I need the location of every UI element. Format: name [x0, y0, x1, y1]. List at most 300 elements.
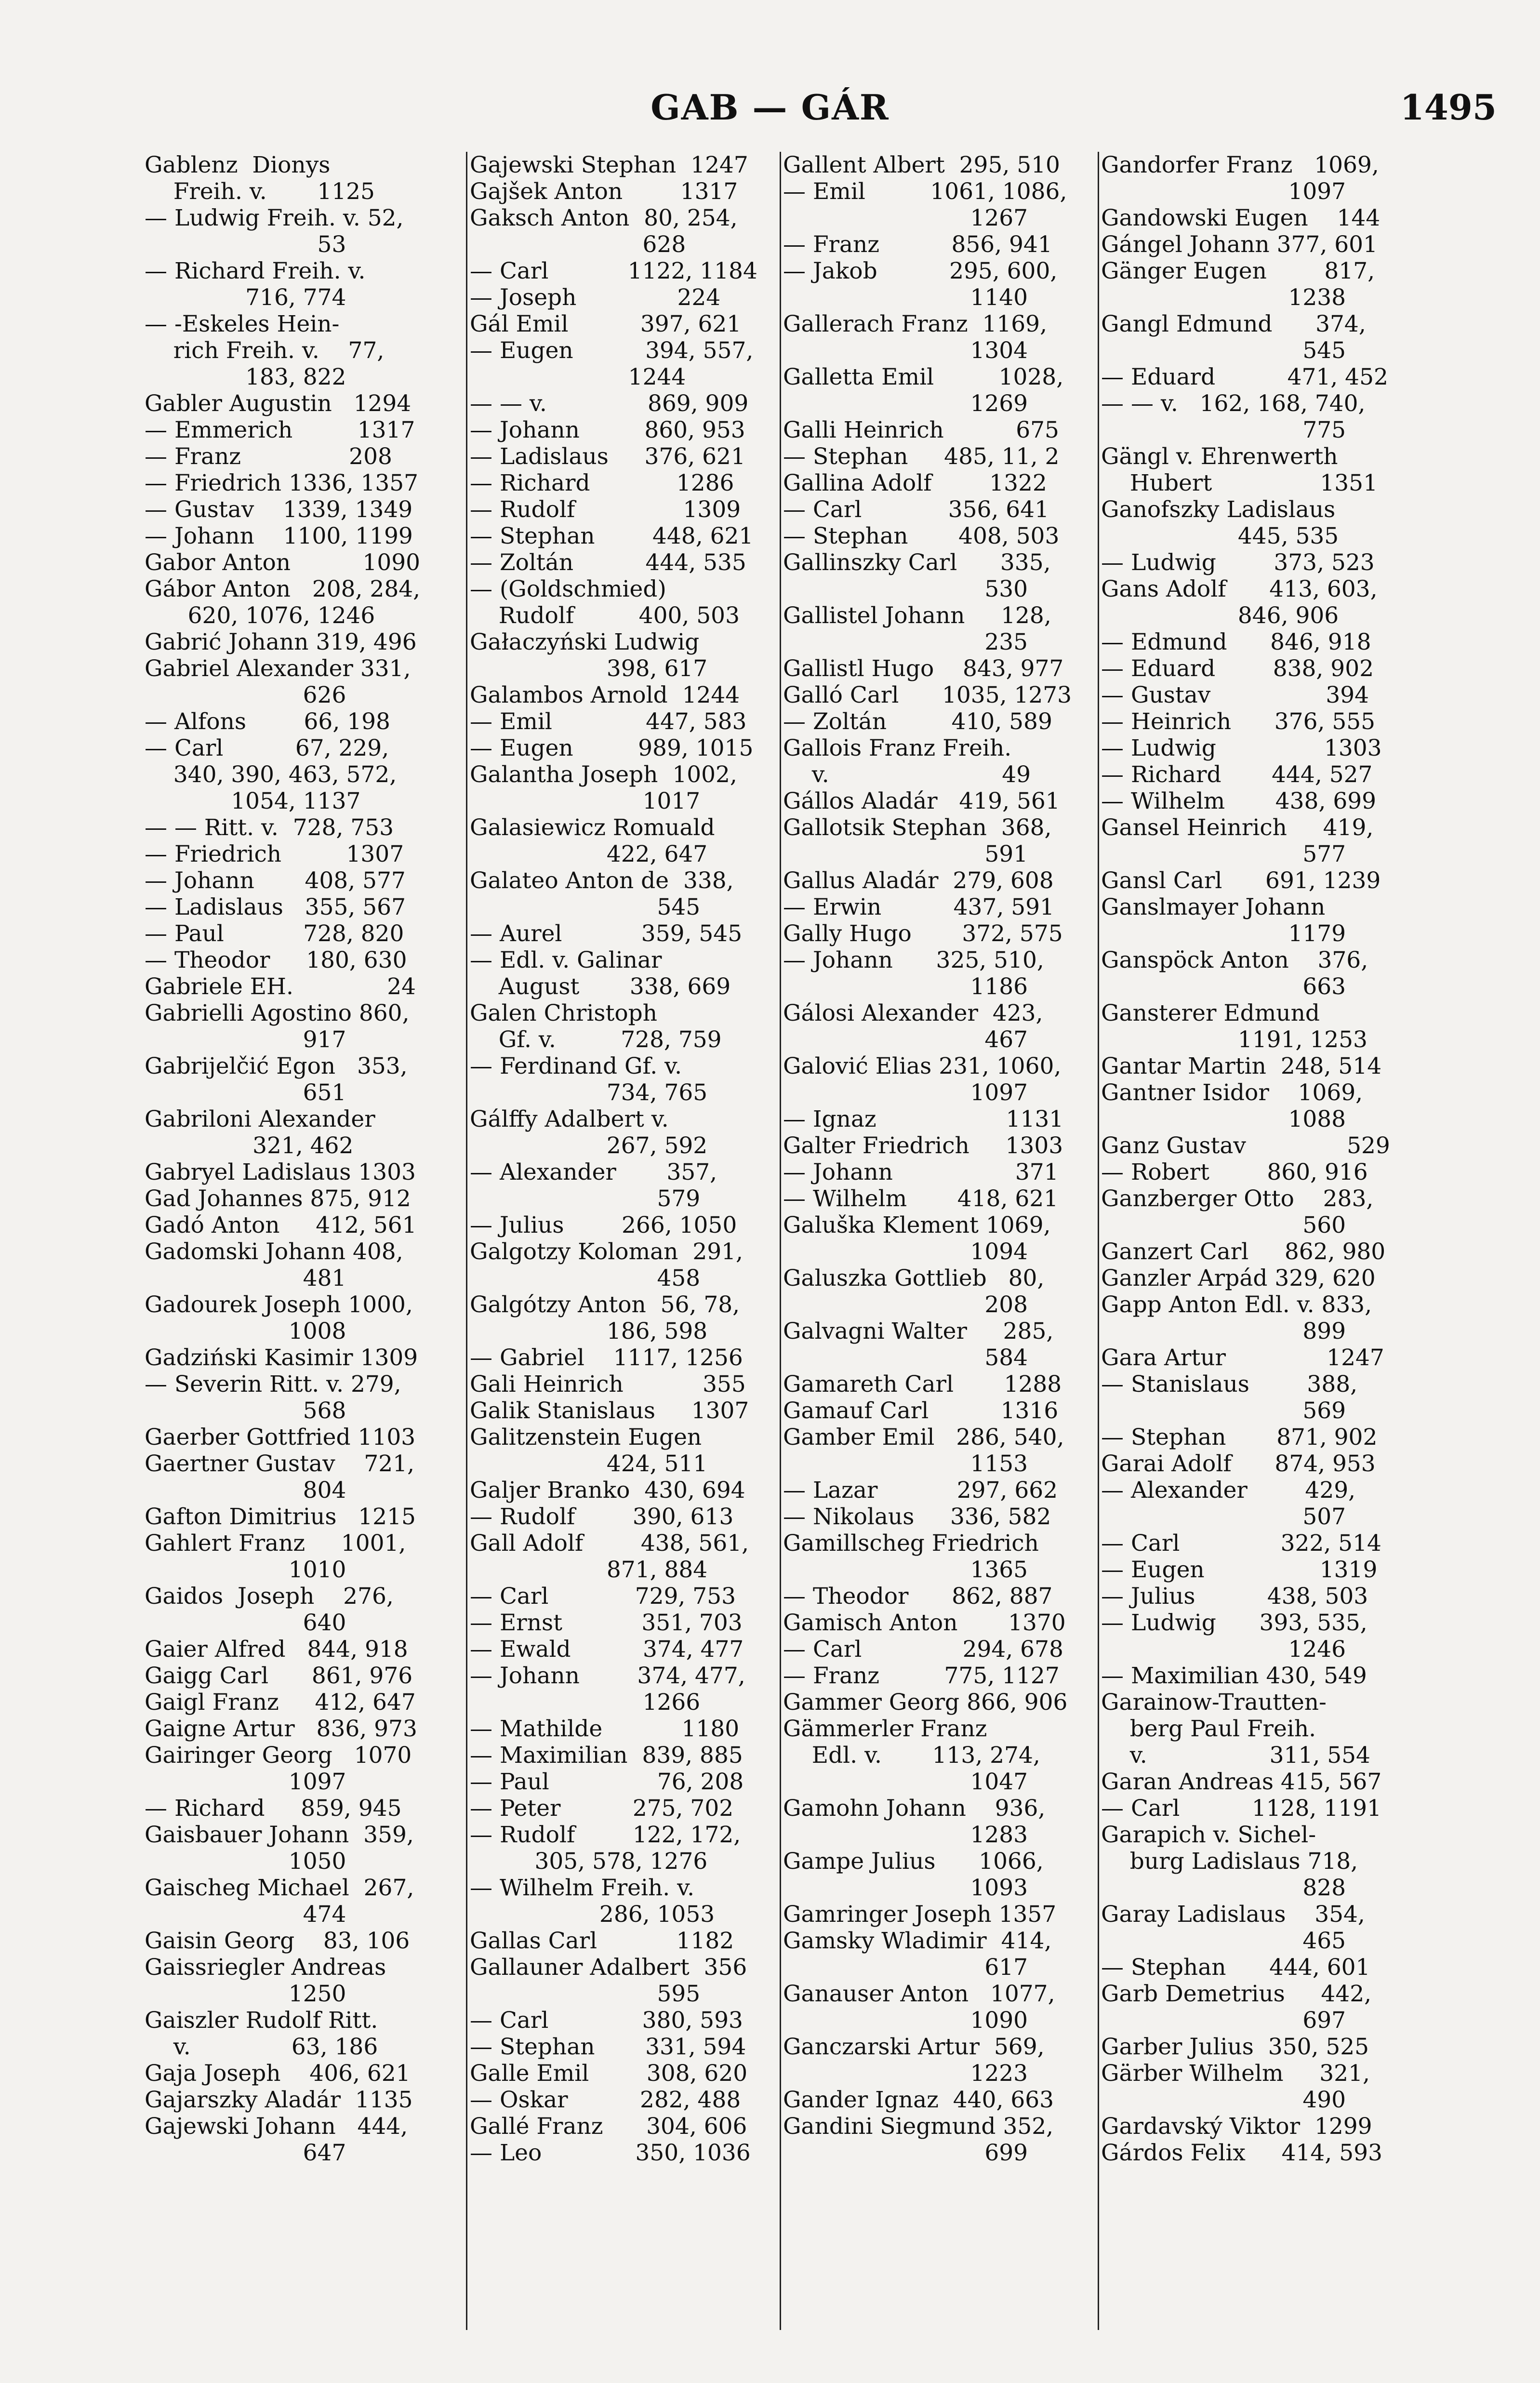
- index-entry-line: Gafton Dimitrius 1215: [145, 1504, 416, 1530]
- index-column-1: [145, 152, 463, 2330]
- index-entry-line: Galateo Anton de 338,: [470, 867, 734, 894]
- index-entry-line: 208: [783, 1291, 1028, 1318]
- index-entry-line: Galuška Klement 1069,: [783, 1212, 1051, 1238]
- index-entry-line: 775: [1101, 417, 1346, 443]
- index-entry-line: Gandorfer Franz 1069,: [1101, 152, 1379, 178]
- index-entry-line: 1090: [783, 2007, 1028, 2034]
- index-entry-line: — Stephan 331, 594: [470, 2034, 746, 2060]
- index-entry-line: 1093: [783, 1875, 1028, 1901]
- index-entry-line: — Nikolaus 336, 582: [783, 1504, 1051, 1530]
- index-entry-line: 340, 390, 463, 572,: [145, 761, 397, 788]
- index-entry-line: v. 63, 186: [145, 2034, 378, 2060]
- index-entry-line: — Lazar 297, 662: [783, 1477, 1058, 1504]
- index-entry-line: — Carl 67, 229,: [145, 735, 389, 761]
- index-entry-line: 828: [1101, 1875, 1346, 1901]
- index-entry-line: Galli Heinrich 675: [783, 417, 1059, 443]
- index-entry-line: — Franz 208: [145, 443, 392, 470]
- index-entry-line: Gamringer Joseph 1357: [783, 1901, 1057, 1928]
- index-entry-line: Gaerber Gottfried 1103: [145, 1424, 416, 1451]
- index-entry-line: Ganzler Arpád 329, 620: [1101, 1265, 1376, 1291]
- index-entry-line: — Johann 1100, 1199: [145, 523, 413, 549]
- index-entry-line: 647: [145, 2140, 346, 2166]
- index-entry-line: Gally Hugo 372, 575: [783, 920, 1063, 947]
- index-entry-line: Gadó Anton 412, 561: [145, 1212, 417, 1238]
- index-entry-line: Gallerach Franz 1169,: [783, 311, 1048, 337]
- index-entry-line: 595: [470, 1981, 701, 2007]
- index-entry-line: — Stephan 871, 902: [1101, 1424, 1378, 1451]
- index-entry-line: — Ladislaus 355, 567: [145, 894, 406, 920]
- index-entry-line: 1097: [145, 1769, 346, 1795]
- index-entry-line: — Ferdinand Gf. v.: [470, 1053, 682, 1079]
- index-entry-line: — Eugen 989, 1015: [470, 735, 754, 761]
- index-entry-line: Gamisch Anton 1370: [783, 1610, 1066, 1636]
- index-entry-line: 305, 578, 1276: [470, 1848, 708, 1875]
- index-entry-line: Gaisin Georg 83, 106: [145, 1928, 410, 1954]
- index-entry-line: 663: [1101, 973, 1346, 1000]
- index-entry-line: — Franz 856, 941: [783, 231, 1052, 258]
- index-entry-line: v. 311, 554: [1101, 1742, 1370, 1769]
- index-entry-line: — Eugen 1319: [1101, 1557, 1378, 1583]
- index-entry-line: Gapp Anton Edl. v. 833,: [1101, 1291, 1372, 1318]
- index-entry-line: Ganslmayer Johann: [1101, 894, 1326, 920]
- index-entry-line: Garber Julius 350, 525: [1101, 2034, 1369, 2060]
- index-entry-line: 568: [145, 1398, 346, 1424]
- index-entry-line: — Eugen 394, 557,: [470, 337, 754, 364]
- index-entry-line: — Ludwig Freih. v. 52,: [145, 205, 404, 231]
- index-entry-line: — — v. 869, 909: [470, 390, 749, 417]
- index-entry-line: Gampe Julius 1066,: [783, 1848, 1044, 1875]
- index-entry-line: 422, 647: [470, 841, 708, 867]
- column-divider: [466, 152, 467, 2330]
- index-entry-line: 1047: [783, 1769, 1028, 1795]
- index-entry-line: 286, 1053: [470, 1901, 715, 1928]
- index-entry-line: Rudolf 400, 503: [470, 602, 740, 629]
- index-entry-line: Gablenz Dionys: [145, 152, 331, 178]
- index-entry-line: 1054, 1137: [145, 788, 361, 814]
- index-entry-line: Galantha Joseph 1002,: [470, 761, 737, 788]
- index-entry-line: Gangl Edmund 374,: [1101, 311, 1366, 337]
- index-entry-line: Gali Heinrich 355: [470, 1371, 746, 1398]
- index-entry-line: 871, 884: [470, 1557, 708, 1583]
- index-entry-line: Gara Artur 1247: [1101, 1345, 1384, 1371]
- index-entry-line: Gamohn Johann 936,: [783, 1795, 1046, 1822]
- index-entry-line: — Peter 275, 702: [470, 1795, 734, 1822]
- index-entry-line: Ganz Gustav 529: [1101, 1132, 1390, 1159]
- index-entry-line: — Ludwig 393, 535,: [1101, 1610, 1367, 1636]
- index-entry-line: Gammer Georg 866, 906: [783, 1689, 1068, 1716]
- index-entry-line: — Ludwig 1303: [1101, 735, 1382, 761]
- index-entry-line: — Ludwig 373, 523: [1101, 549, 1375, 576]
- index-entry-line: 545: [470, 894, 701, 920]
- index-entry-line: 1094: [783, 1238, 1028, 1265]
- index-entry-line: — Paul 728, 820: [145, 920, 404, 947]
- index-entry-line: 569: [1101, 1398, 1346, 1424]
- index-entry-line: Gamareth Carl 1288: [783, 1371, 1062, 1398]
- index-entry-line: Gallotsik Stephan 368,: [783, 814, 1052, 841]
- index-entry-line: 1153: [783, 1451, 1028, 1477]
- index-entry-line: — Julius 266, 1050: [470, 1212, 737, 1238]
- index-entry-line: — Joseph 224: [470, 284, 721, 311]
- index-entry-line: Garai Adolf 874, 953: [1101, 1451, 1376, 1477]
- index-entry-line: Gallent Albert 295, 510: [783, 152, 1060, 178]
- index-entry-line: Gaja Joseph 406, 621: [145, 2060, 411, 2087]
- page-number: 1495: [1400, 87, 1497, 128]
- index-entry-line: Gaksch Anton 80, 254,: [470, 205, 738, 231]
- index-entry-line: 846, 906: [1101, 602, 1339, 629]
- index-entry-line: — Ladislaus 376, 621: [470, 443, 745, 470]
- index-entry-line: 1017: [470, 788, 701, 814]
- index-entry-line: 716, 774: [145, 284, 346, 311]
- index-entry-line: — Rudolf 1309: [470, 496, 741, 523]
- index-entry-line: Gabriel Alexander 331,: [145, 655, 411, 682]
- index-entry-line: 699: [783, 2140, 1028, 2166]
- index-entry-line: — Carl 1122, 1184: [470, 258, 757, 284]
- index-entry-line: — Friedrich 1336, 1357: [145, 470, 419, 496]
- index-entry-line: 697: [1101, 2007, 1346, 2034]
- index-entry-line: Ganczarski Artur 569,: [783, 2034, 1045, 2060]
- index-entry-line: 1304: [783, 337, 1028, 364]
- index-entry-line: 804: [145, 1477, 346, 1504]
- index-entry-line: — Zoltán 410, 589: [783, 708, 1052, 735]
- index-entry-line: — Rudolf 390, 613: [470, 1504, 734, 1530]
- index-entry-line: Gaiszler Rudolf Ritt.: [145, 2007, 378, 2034]
- index-entry-line: — Carl 1128, 1191: [1101, 1795, 1381, 1822]
- index-entry-line: Gaischeg Michael 267,: [145, 1875, 414, 1901]
- index-entry-line: 1186: [783, 973, 1028, 1000]
- index-entry-line: 545: [1101, 337, 1346, 364]
- index-entry-line: — Carl 729, 753: [470, 1583, 736, 1610]
- index-entry-line: — Rudolf 122, 172,: [470, 1822, 741, 1848]
- index-entry-line: Gabor Anton 1090: [145, 549, 421, 576]
- index-entry-line: Gaier Alfred 844, 918: [145, 1636, 408, 1663]
- page-title: GAB — GÁR: [651, 87, 889, 128]
- index-entry-line: — Stephan 485, 11, 2: [783, 443, 1060, 470]
- index-entry-line: Galasiewicz Romuald: [470, 814, 715, 841]
- index-entry-line: Gamber Emil 286, 540,: [783, 1424, 1064, 1451]
- index-entry-line: Gaigg Carl 861, 976: [145, 1663, 413, 1689]
- index-entry-line: — Richard 444, 527: [1101, 761, 1373, 788]
- index-entry-line: 651: [145, 1079, 346, 1106]
- index-entry-line: — Jakob 295, 600,: [783, 258, 1058, 284]
- index-entry-line: Gabriele EH. 24: [145, 973, 416, 1000]
- index-entry-line: — Julius 438, 503: [1101, 1583, 1368, 1610]
- index-entry-line: — Alfons 66, 198: [145, 708, 390, 735]
- index-entry-line: Garapich v. Sichel-: [1101, 1822, 1316, 1848]
- index-entry-line: 445, 535: [1101, 523, 1339, 549]
- index-entry-line: — Carl 294, 678: [783, 1636, 1063, 1663]
- index-entry-line: Gabrielli Agostino 860,: [145, 1000, 410, 1026]
- index-entry-line: Gämmerler Franz: [783, 1716, 987, 1742]
- index-entry-line: Gárdos Felix 414, 593: [1101, 2140, 1382, 2166]
- index-entry-line: 1191, 1253: [1101, 1026, 1367, 1053]
- index-entry-line: 1097: [1101, 178, 1346, 205]
- index-entry-line: Gaidos Joseph 276,: [145, 1583, 394, 1610]
- index-entry-line: 474: [145, 1901, 346, 1928]
- index-entry-line: Gans Adolf 413, 603,: [1101, 576, 1378, 602]
- index-entry-line: Gajšek Anton 1317: [470, 178, 738, 205]
- index-entry-line: — Johann 408, 577: [145, 867, 406, 894]
- page-header: [0, 87, 1540, 140]
- index-entry-line: 1140: [783, 284, 1028, 311]
- index-entry-line: Gamillscheg Friedrich: [783, 1530, 1039, 1557]
- index-entry-line: 1088: [1101, 1106, 1346, 1132]
- index-entry-line: Galló Carl 1035, 1273: [783, 682, 1072, 708]
- index-entry-line: Gallas Carl 1182: [470, 1928, 734, 1954]
- index-entry-line: — Maximilian 839, 885: [470, 1742, 743, 1769]
- index-entry-line: Gángel Johann 377, 601: [1101, 231, 1378, 258]
- index-entry-line: — Franz 775, 1127: [783, 1663, 1060, 1689]
- index-entry-line: Gaisbauer Johann 359,: [145, 1822, 414, 1848]
- index-entry-line: — Gabriel 1117, 1256: [470, 1345, 743, 1371]
- index-entry-line: — — Ritt. v. 728, 753: [145, 814, 394, 841]
- index-entry-line: Freih. v. 1125: [145, 178, 375, 205]
- index-entry-line: Gärber Wilhelm 321,: [1101, 2060, 1370, 2087]
- index-entry-line: Gajewski Johann 444,: [145, 2113, 408, 2140]
- index-entry-line: — Stephan 448, 621: [470, 523, 754, 549]
- index-entry-line: Gängl v. Ehrenwerth: [1101, 443, 1338, 470]
- index-entry-line: — Johann 860, 953: [470, 417, 745, 443]
- index-entry-line: Gallina Adolf 1322: [783, 470, 1047, 496]
- index-entry-line: — Alexander 357,: [470, 1159, 717, 1185]
- index-entry-line: Gadomski Johann 408,: [145, 1238, 403, 1265]
- index-entry-line: 507: [1101, 1504, 1346, 1530]
- index-entry-line: Galvagni Walter 285,: [783, 1318, 1054, 1345]
- index-entry-line: 899: [1101, 1318, 1346, 1345]
- index-entry-line: Ganzert Carl 862, 980: [1101, 1238, 1386, 1265]
- index-entry-line: Gábor Anton 208, 284,: [145, 576, 421, 602]
- index-entry-line: 1283: [783, 1822, 1028, 1848]
- index-entry-line: Gál Emil 397, 621: [470, 311, 742, 337]
- index-entry-line: — Richard Freih. v.: [145, 258, 366, 284]
- index-entry-line: 1097: [783, 1079, 1028, 1106]
- index-entry-line: — Carl 322, 514: [1101, 1530, 1381, 1557]
- index-entry-line: Gabryel Ladislaus 1303: [145, 1159, 416, 1185]
- index-entry-line: 628: [470, 231, 686, 258]
- index-entry-line: Gallé Franz 304, 606: [470, 2113, 747, 2140]
- index-entry-line: 1266: [470, 1689, 701, 1716]
- index-entry-line: 1010: [145, 1557, 346, 1583]
- index-entry-line: Ganzberger Otto 283,: [1101, 1185, 1374, 1212]
- index-entry-line: — Oskar 282, 488: [470, 2087, 741, 2113]
- column-divider: [780, 152, 781, 2330]
- index-entry-line: v. 49: [783, 761, 1031, 788]
- index-entry-line: 579: [470, 1185, 701, 1212]
- index-entry-line: — Emil 447, 583: [470, 708, 747, 735]
- index-entry-line: — Johann 371: [783, 1159, 1059, 1185]
- index-entry-line: — Ernst 351, 703: [470, 1610, 743, 1636]
- index-entry-line: — Ignaz 1131: [783, 1106, 1064, 1132]
- index-entry-line: — Gustav 1339, 1349: [145, 496, 413, 523]
- index-entry-line: 321, 462: [145, 1132, 354, 1159]
- index-entry-line: 235: [783, 629, 1028, 655]
- index-entry-line: 1269: [783, 390, 1028, 417]
- index-entry-line: — Carl 380, 593: [470, 2007, 743, 2034]
- index-entry-line: Gahlert Franz 1001,: [145, 1530, 406, 1557]
- index-column-2: [470, 152, 778, 2330]
- index-entry-line: — Erwin 437, 591: [783, 894, 1054, 920]
- index-entry-line: Gaertner Gustav 721,: [145, 1451, 415, 1477]
- column-divider: [1098, 152, 1099, 2330]
- index-entry-line: 490: [1101, 2087, 1346, 2113]
- index-entry-line: — Robert 860, 916: [1101, 1159, 1368, 1185]
- index-entry-line: Ganofszky Ladislaus: [1101, 496, 1336, 523]
- index-entry-line: — Maximilian 430, 549: [1101, 1663, 1367, 1689]
- index-entry-line: Gaissriegler Andreas: [145, 1954, 386, 1981]
- index-entry-line: Garan Andreas 415, 567: [1101, 1769, 1382, 1795]
- index-entry-line: Galgotzy Koloman 291,: [470, 1238, 743, 1265]
- index-columns: [145, 152, 1474, 2330]
- index-entry-line: 1267: [783, 205, 1028, 231]
- index-entry-line: Gajewski Stephan 1247: [470, 152, 748, 178]
- index-entry-line: 1223: [783, 2060, 1028, 2087]
- index-entry-line: 1008: [145, 1318, 346, 1345]
- index-entry-line: — Emil 1061, 1086,: [783, 178, 1067, 205]
- index-entry-line: Galen Christoph: [470, 1000, 658, 1026]
- index-entry-line: Gállos Aladár 419, 561: [783, 788, 1060, 814]
- index-entry-line: Gabrić Johann 319, 496: [145, 629, 417, 655]
- index-entry-line: Gallistl Hugo 843, 977: [783, 655, 1064, 682]
- index-entry-line: — Severin Ritt. v. 279,: [145, 1371, 401, 1398]
- index-entry-line: — Aurel 359, 545: [470, 920, 743, 947]
- index-entry-line: Gabrijelčić Egon 353,: [145, 1053, 408, 1079]
- index-entry-line: — Richard 1286: [470, 470, 734, 496]
- index-entry-line: — Mathilde 1180: [470, 1716, 740, 1742]
- index-entry-line: — Wilhelm 418, 621: [783, 1185, 1059, 1212]
- index-entry-line: Gansel Heinrich 419,: [1101, 814, 1374, 841]
- index-column-3: [783, 152, 1096, 2330]
- index-entry-line: — Stanislaus 388,: [1101, 1371, 1358, 1398]
- index-entry-line: 1250: [145, 1981, 346, 2007]
- index-entry-line: 1238: [1101, 284, 1346, 311]
- index-entry-line: Galter Friedrich 1303: [783, 1132, 1063, 1159]
- index-entry-line: Galik Stanislaus 1307: [470, 1398, 749, 1424]
- index-entry-line: Galle Emil 308, 620: [470, 2060, 748, 2087]
- index-entry-line: Gadziński Kasimir 1309: [145, 1345, 418, 1371]
- index-entry-line: Gandini Siegmund 352,: [783, 2113, 1054, 2140]
- index-entry-line: 183, 822: [145, 364, 346, 390]
- index-entry-line: — -Eskeles Hein-: [145, 311, 340, 337]
- index-entry-line: Gallois Franz Freih.: [783, 735, 1012, 761]
- index-entry-line: burg Ladislaus 718,: [1101, 1848, 1358, 1875]
- index-entry-line: 458: [470, 1265, 701, 1291]
- index-entry-line: 617: [783, 1954, 1028, 1981]
- index-entry-line: Gänger Eugen 817,: [1101, 258, 1375, 284]
- index-entry-line: — Edl. v. Galinar: [470, 947, 662, 973]
- index-entry-line: — Eduard 471, 452: [1101, 364, 1388, 390]
- index-entry-line: — Paul 76, 208: [470, 1769, 744, 1795]
- index-entry-line: — Johann 374, 477,: [470, 1663, 745, 1689]
- index-entry-line: Gálffy Adalbert v.: [470, 1106, 669, 1132]
- index-entry-line: rich Freih. v. 77,: [145, 337, 385, 364]
- index-entry-line: 467: [783, 1026, 1028, 1053]
- index-entry-line: — Wilhelm Freih. v.: [470, 1875, 695, 1901]
- index-entry-line: Ganauser Anton 1077,: [783, 1981, 1055, 2007]
- index-entry-line: Ganspöck Anton 376,: [1101, 947, 1368, 973]
- index-entry-line: — Richard 859, 945: [145, 1795, 402, 1822]
- index-entry-line: Gálosi Alexander 423,: [783, 1000, 1043, 1026]
- index-entry-line: 577: [1101, 841, 1346, 867]
- index-entry-line: Gajarszky Aladár 1135: [145, 2087, 413, 2113]
- index-entry-line: Gallus Aladár 279, 608: [783, 867, 1054, 894]
- index-entry-line: Gandowski Eugen 144: [1101, 205, 1381, 231]
- index-entry-line: — Friedrich 1307: [145, 841, 404, 867]
- index-entry-line: — Edmund 846, 918: [1101, 629, 1371, 655]
- index-entry-line: — — v. 162, 168, 740,: [1101, 390, 1366, 417]
- index-entry-line: 560: [1101, 1212, 1346, 1238]
- index-entry-line: Galgótzy Anton 56, 78,: [470, 1291, 740, 1318]
- index-entry-line: Gantar Martin 248, 514: [1101, 1053, 1382, 1079]
- index-entry-line: Gad Johannes 875, 912: [145, 1185, 411, 1212]
- index-entry-line: 917: [145, 1026, 346, 1053]
- index-entry-line: 640: [145, 1610, 346, 1636]
- index-entry-line: — Heinrich 376, 555: [1101, 708, 1376, 735]
- index-entry-line: — Wilhelm 438, 699: [1101, 788, 1377, 814]
- index-entry-line: Hubert 1351: [1101, 470, 1378, 496]
- index-entry-line: Galović Elias 231, 1060,: [783, 1053, 1062, 1079]
- index-entry-line: Gf. v. 728, 759: [470, 1026, 722, 1053]
- index-entry-line: — Gustav 394: [1101, 682, 1369, 708]
- index-entry-line: — Leo 350, 1036: [470, 2140, 751, 2166]
- index-entry-line: — Emmerich 1317: [145, 417, 415, 443]
- index-entry-line: Gansterer Edmund: [1101, 1000, 1320, 1026]
- index-entry-line: — Carl 356, 641: [783, 496, 1049, 523]
- index-entry-line: Gairinger Georg 1070: [145, 1742, 412, 1769]
- index-entry-line: Gansl Carl 691, 1239: [1101, 867, 1381, 894]
- index-entry-line: Gallauner Adalbert 356: [470, 1954, 747, 1981]
- index-entry-line: Galuszka Gottlieb 80,: [783, 1265, 1045, 1291]
- index-entry-line: Gabler Augustin 1294: [145, 390, 412, 417]
- index-entry-line: — Theodor 180, 630: [145, 947, 407, 973]
- index-entry-line: Gallinszky Carl 335,: [783, 549, 1051, 576]
- index-entry-line: — Stephan 444, 601: [1101, 1954, 1370, 1981]
- index-entry-line: 1365: [783, 1557, 1028, 1583]
- index-entry-line: Gander Ignaz 440, 663: [783, 2087, 1054, 2113]
- index-entry-line: Gardavský Viktor 1299: [1101, 2113, 1372, 2140]
- index-entry-line: 584: [783, 1345, 1028, 1371]
- index-entry-line: — Eduard 838, 902: [1101, 655, 1374, 682]
- index-entry-line: 1246: [1101, 1636, 1346, 1663]
- index-entry-line: Gaigl Franz 412, 647: [145, 1689, 416, 1716]
- index-entry-line: 53: [145, 231, 346, 258]
- index-entry-line: Edl. v. 113, 274,: [783, 1742, 1040, 1769]
- index-entry-line: Gadourek Joseph 1000,: [145, 1291, 413, 1318]
- index-entry-line: 424, 511: [470, 1451, 708, 1477]
- index-entry-line: August 338, 669: [470, 973, 731, 1000]
- index-entry-line: 1050: [145, 1848, 346, 1875]
- index-entry-line: Galjer Branko 430, 694: [470, 1477, 745, 1504]
- index-entry-line: 465: [1101, 1928, 1346, 1954]
- index-entry-line: — Stephan 408, 503: [783, 523, 1060, 549]
- index-entry-line: Gallistel Johann 128,: [783, 602, 1051, 629]
- index-entry-line: Gamsky Wladimir 414,: [783, 1928, 1052, 1954]
- index-entry-line: — Ewald 374, 477: [470, 1636, 744, 1663]
- index-entry-line: Garay Ladislaus 354,: [1101, 1901, 1365, 1928]
- index-entry-line: — Alexander 429,: [1101, 1477, 1356, 1504]
- index-entry-line: 1244: [470, 364, 686, 390]
- index-entry-line: Garb Demetrius 442,: [1101, 1981, 1372, 2007]
- index-entry-line: 1179: [1101, 920, 1346, 947]
- index-entry-line: 734, 765: [470, 1079, 708, 1106]
- index-entry-line: berg Paul Freih.: [1101, 1716, 1316, 1742]
- index-entry-line: 530: [783, 576, 1028, 602]
- index-entry-line: Gałaczyński Ludwig: [470, 629, 700, 655]
- index-entry-line: 620, 1076, 1246: [145, 602, 375, 629]
- index-entry-line: Galambos Arnold 1244: [470, 682, 740, 708]
- index-entry-line: Gamauf Carl 1316: [783, 1398, 1059, 1424]
- index-entry-line: — (Goldschmied): [470, 576, 666, 602]
- index-column-4: [1101, 152, 1474, 2330]
- index-entry-line: Gall Adolf 438, 561,: [470, 1530, 749, 1557]
